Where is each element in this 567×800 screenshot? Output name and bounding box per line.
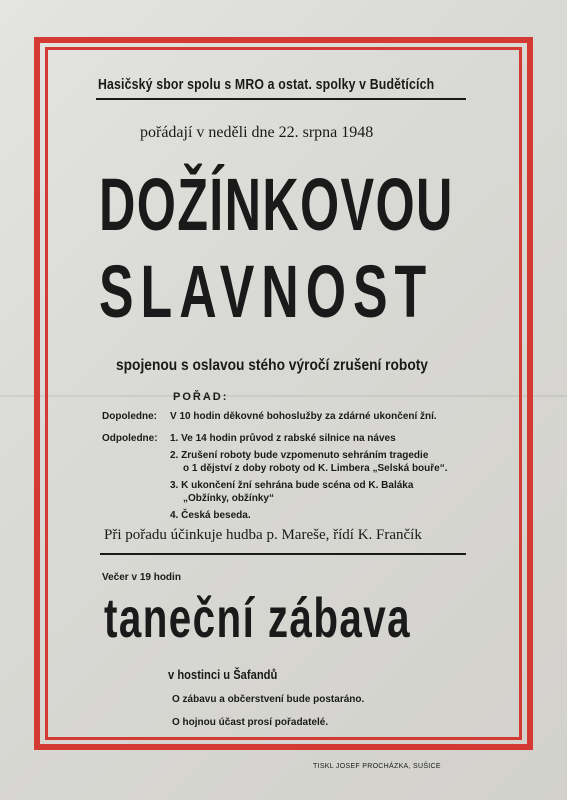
program-item-2: 2. Zrušení roboty bude vzpomenuto sehráním tragedie <box>170 450 429 461</box>
date-line: pořádají v neděli dne 22. srpna 1948 <box>140 124 374 141</box>
evening-line: Večer v 19 hodin <box>102 572 181 583</box>
venue-line: v hostinci u Šafandů <box>168 667 278 682</box>
program-item-2-cont: o 1 dějství z doby roboty od K. Limbera „Selská bouře“. <box>183 463 448 474</box>
header-underline <box>96 98 466 100</box>
title-line-1: DOŽÍNKOVOU <box>99 163 454 246</box>
section-rule <box>100 553 466 555</box>
music-credit: Při pořadu účinkuje hudba p. Mareše, řídí K. Frančík <box>104 527 422 543</box>
program-item-3-cont: „Obžínky, obžínky“ <box>183 493 274 504</box>
dance-title: taneční zábava <box>104 586 412 649</box>
note-refreshments: O zábavu a občerstvení bude postaráno. <box>172 694 365 705</box>
afternoon-label: Odpoledne: <box>102 433 158 444</box>
organizer-header: Hasičský sbor spolu s MRO a ostat. spolky v Budětících <box>98 76 435 93</box>
program-item-1: 1. Ve 14 hodin průvod z rabské silnice na náves <box>170 433 396 444</box>
program-item-3: 3. K ukončení žní sehrána bude scéna od K. Baláka <box>170 480 414 491</box>
title-line-2: SLAVNOST <box>99 250 434 333</box>
program-item-4: 4. Česká beseda. <box>170 510 251 521</box>
morning-item: V 10 hodin děkovné bohoslužby za zdárné ukončení žní. <box>170 411 437 422</box>
morning-label: Dopoledne: <box>102 411 157 422</box>
program-heading: POŘAD: <box>173 391 229 403</box>
subtitle: spojenou s oslavou stého výročí zrušení roboty <box>116 357 428 374</box>
note-attendance: O hojnou účast prosí pořadatelé. <box>172 717 329 728</box>
printer-credit: TISKL JOSEF PROCHÁZKA, SUŠICE <box>313 763 441 770</box>
